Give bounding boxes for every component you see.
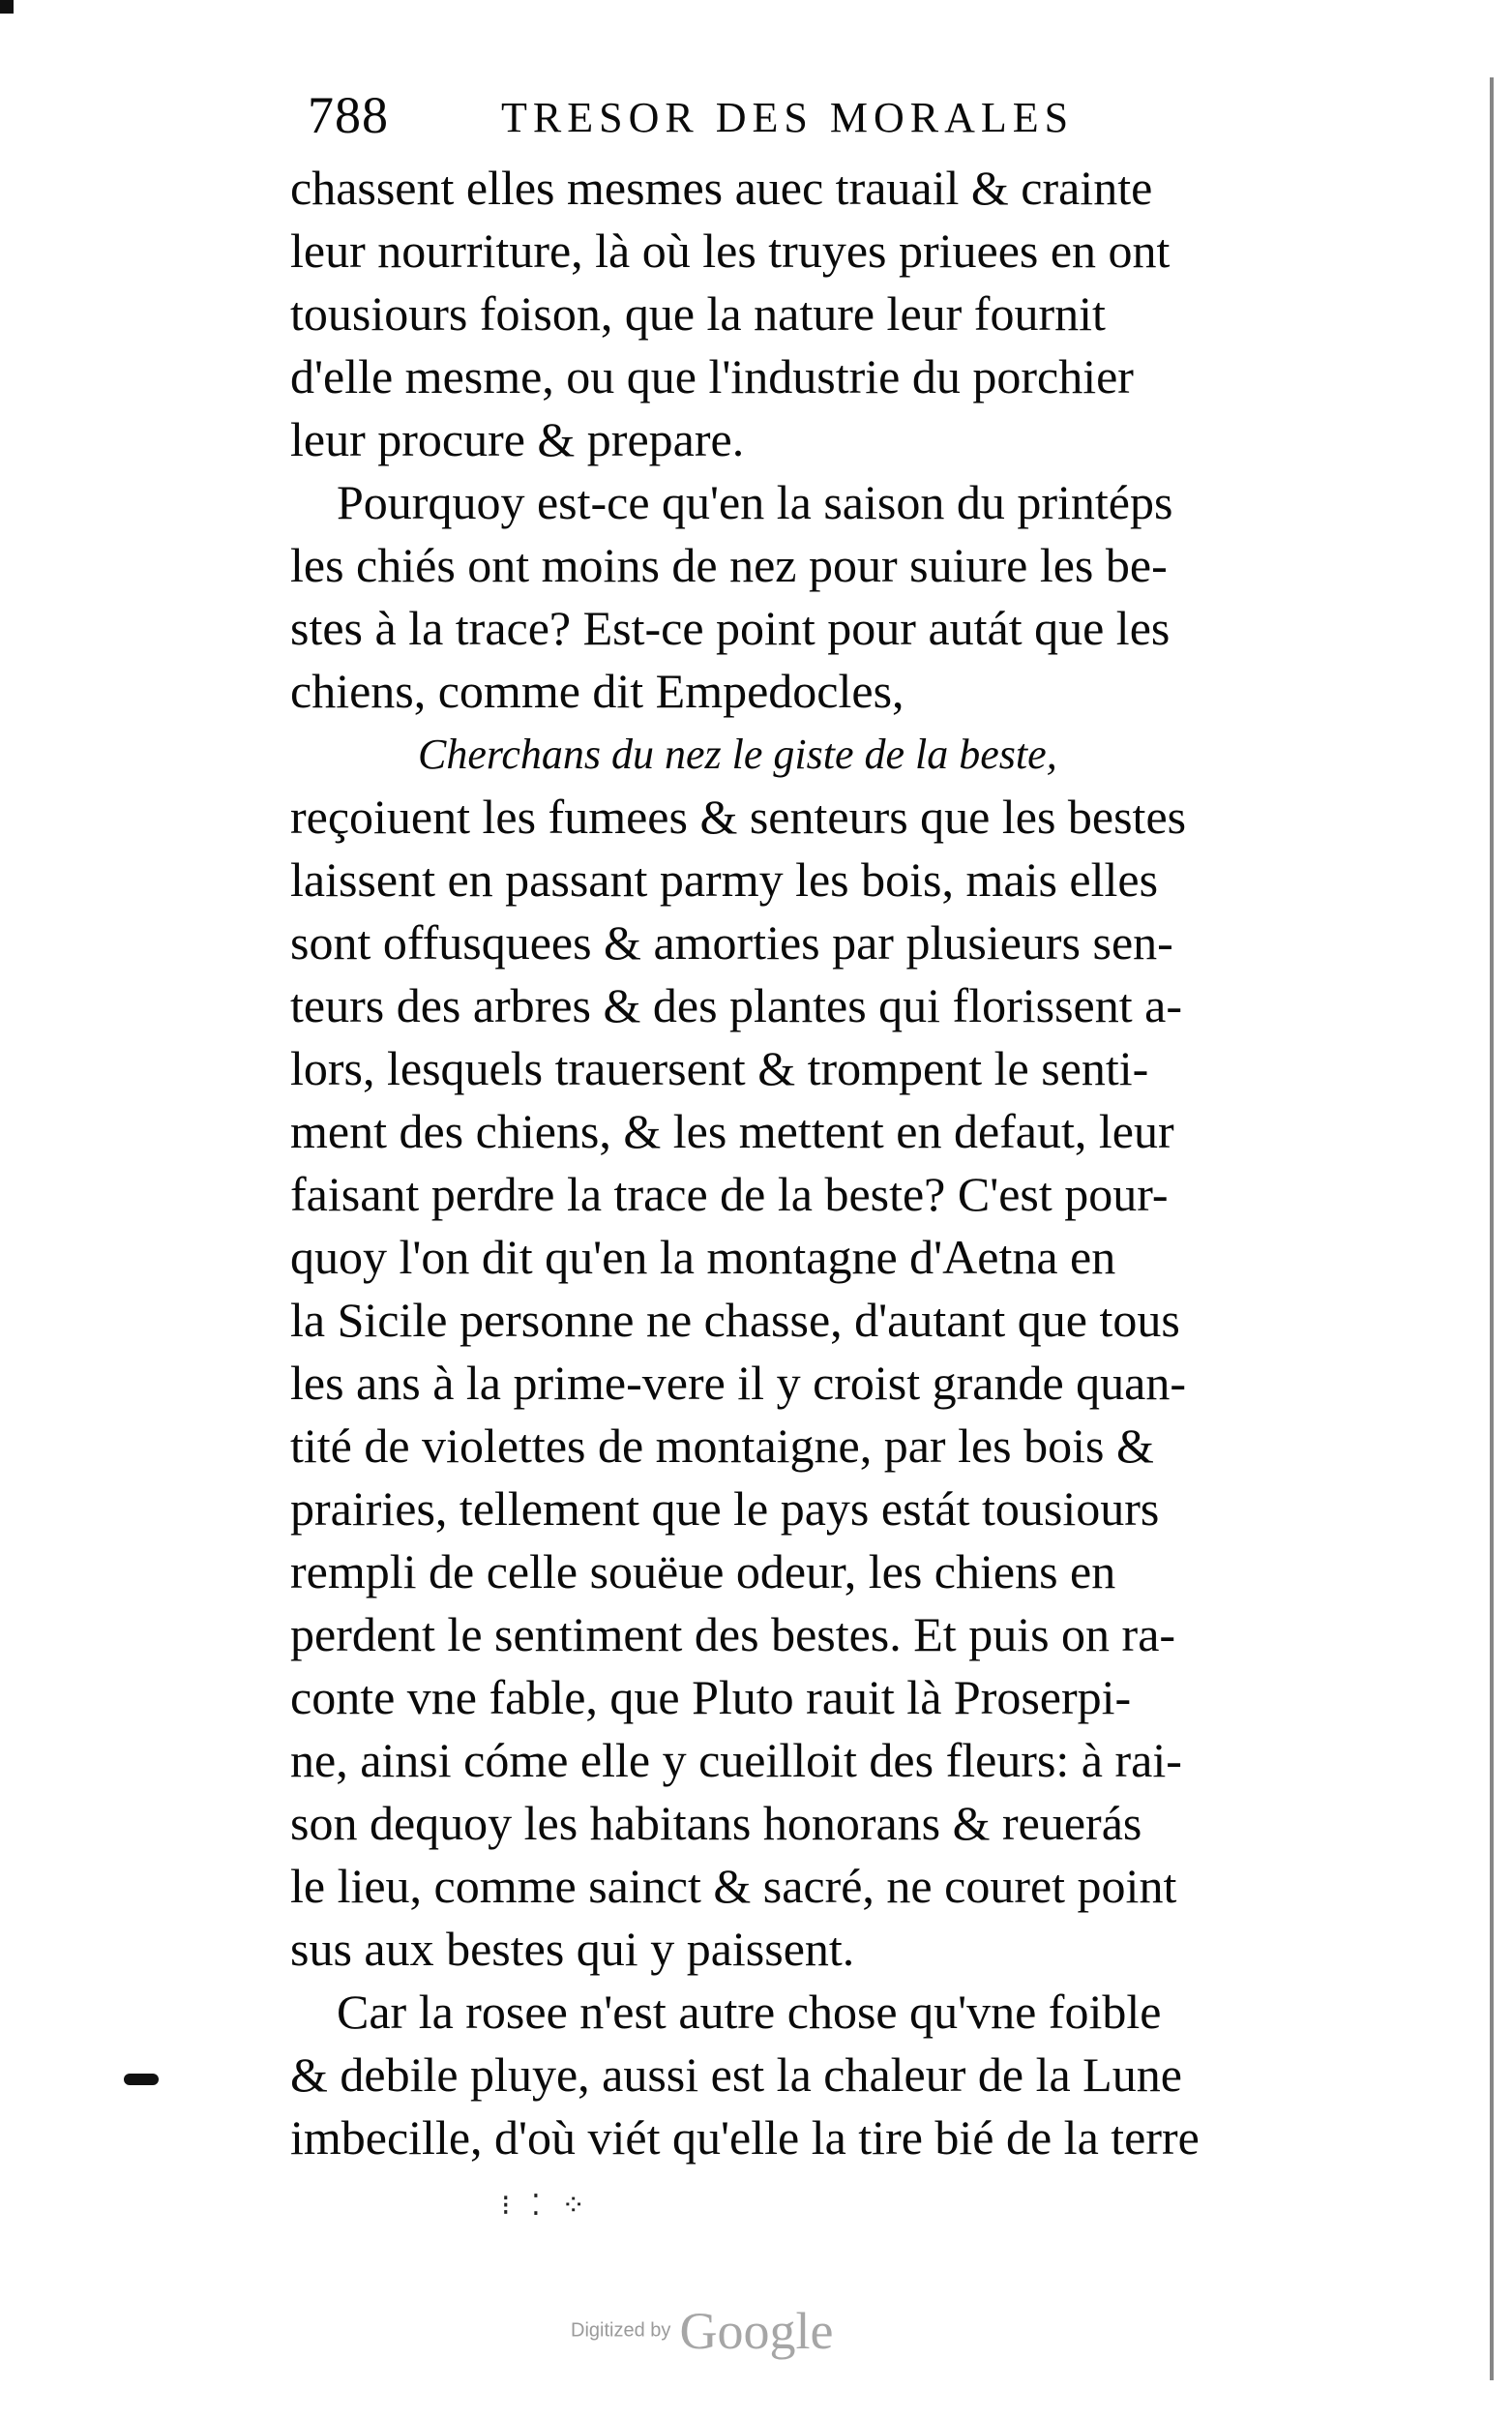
text-line: tité de violettes de montaigne, par les bois & [290, 1419, 1154, 1473]
text-line: teurs des arbres & des plantes qui florissent a- [290, 978, 1182, 1032]
digitization-watermark [571, 2301, 833, 2359]
quoted-verse: Cherchans du nez le giste de la beste, [418, 731, 1057, 778]
page-edge-line [1490, 77, 1494, 2380]
text-line: lors, lesquels trauersent & trompent le senti- [290, 1041, 1149, 1095]
text-line: Pourquoy est-ce qu'en la saison du printéps [337, 475, 1173, 529]
text-line: leur procure & prepare. [290, 412, 745, 466]
text-line: ment des chiens, & les mettent en defaut, leur [290, 1104, 1174, 1158]
scan-corner-mark [0, 0, 14, 14]
text-line: sont offusquees & amorties par plusieurs sen- [290, 915, 1173, 970]
margin-ink-mark [124, 2074, 159, 2085]
text-line: les ans à la prime-vere il y croist grande quan- [290, 1356, 1187, 1410]
digitized-by-label: Digitized by [571, 2319, 671, 2342]
text-line: quoy l'on dit qu'en la montagne d'Aetna en [290, 1230, 1116, 1284]
body-text [290, 157, 1366, 2169]
text-line: & debile pluye, aussi est la chaleur de la Lune [290, 2047, 1182, 2102]
text-line: stes à la trace? Est-ce point pour autát que les [290, 601, 1171, 655]
text-line: prairies, tellement que le pays estát tousiours [290, 1481, 1160, 1536]
text-line: chassent elles mesmes auec trauail & crainte [290, 161, 1153, 215]
text-line: faisant perdre la trace de la beste? C'est pour- [290, 1167, 1169, 1221]
text-line: perdent le sentiment des bestes. Et puis on ra- [290, 1607, 1176, 1661]
text-line: son dequoy les habitans honorans & reuerás [290, 1796, 1142, 1850]
google-logo: Google [679, 2302, 834, 2360]
text-line: imbecille, d'où viét qu'elle la tire bié de la terre [290, 2110, 1200, 2165]
text-line: ne, ainsi cóme elle y cueilloit des fleurs: à rai- [290, 1733, 1182, 1787]
text-line: les chiés ont moins de nez pour suiure les be- [290, 538, 1168, 592]
text-line: laissent en passant parmy les bois, mais elles [290, 852, 1159, 907]
ink-specks: ⁝ ⁚ ⁘ [501, 2189, 592, 2223]
text-line: d'elle mesme, ou que l'industrie du porchier [290, 349, 1134, 403]
text-line: conte vne fable, que Pluto rauit là Proserpi- [290, 1670, 1132, 1724]
text-line: tousiours foison, que la nature leur fournit [290, 286, 1106, 341]
running-title: TRESOR DES MORALES [501, 94, 1075, 141]
page-number: 788 [308, 86, 389, 144]
page-header [308, 85, 1217, 153]
text-line: reçoiuent les fumees & senteurs que les bestes [290, 790, 1187, 844]
text-line: chiens, comme dit Empedocles, [290, 664, 904, 718]
text-line: Car la rosee n'est autre chose qu'vne foible [337, 1985, 1162, 2039]
text-line: leur nourriture, là où les truyes priuees en ont [290, 224, 1171, 278]
text-line: rempli de celle souëue odeur, les chiens en [290, 1544, 1116, 1598]
text-line: la Sicile personne ne chasse, d'autant que tous [290, 1293, 1180, 1347]
text-line: sus aux bestes qui y paissent. [290, 1922, 855, 1976]
text-line: le lieu, comme sainct & sacré, ne couret point [290, 1859, 1177, 1913]
